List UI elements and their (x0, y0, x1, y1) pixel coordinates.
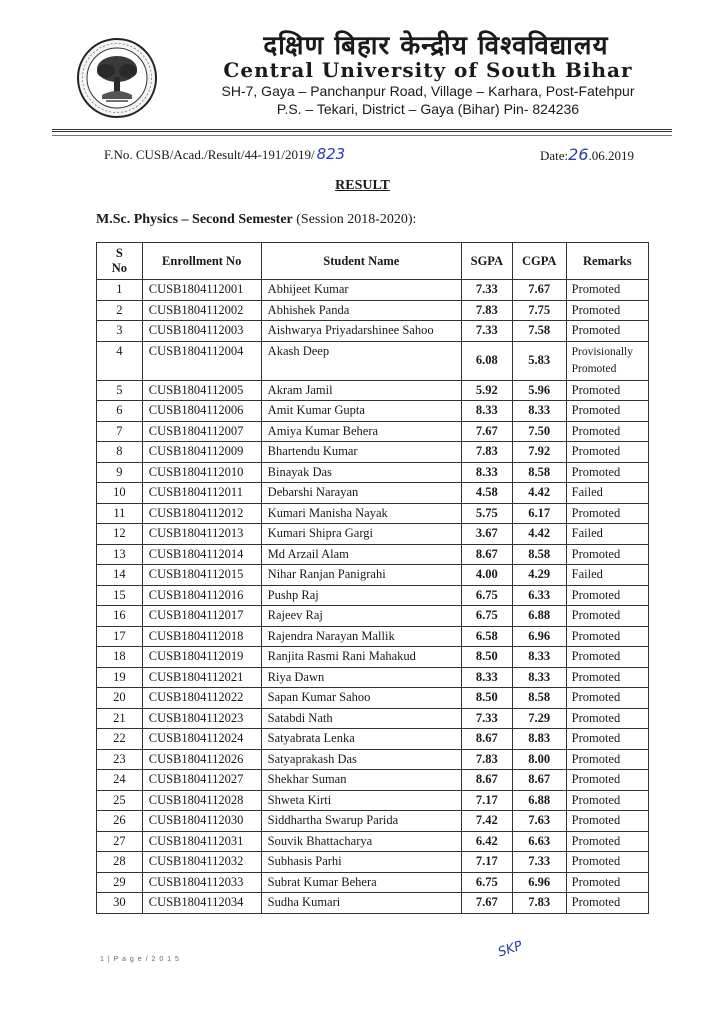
cell-sno: 20 (97, 688, 143, 709)
table-header-row (97, 243, 649, 280)
cell-student-name: Md Arzail Alam (261, 544, 461, 565)
cell-student-name: Kumari Manisha Nayak (261, 503, 461, 524)
cell-cgpa: 7.63 (512, 811, 566, 832)
table-row (97, 606, 649, 627)
table-row (97, 380, 649, 401)
header-divider-thin (52, 135, 672, 136)
cell-sgpa: 6.58 (461, 626, 512, 647)
address-line-1: SH-7, Gaya – Panchanpur Road, Village – Karhara, Post-Fatehpur (221, 83, 635, 99)
cell-student-name: Nihar Ranjan Panigrahi (261, 565, 461, 586)
cell-enrollment: CUSB1804112022 (142, 688, 261, 709)
cell-student-name: Sapan Kumar Sahoo (261, 688, 461, 709)
cell-sgpa: 7.17 (461, 790, 512, 811)
cell-remarks: Promoted (566, 872, 648, 893)
cell-enrollment: CUSB1804112007 (142, 421, 261, 442)
cell-sno: 5 (97, 380, 143, 401)
cell-cgpa: 8.00 (512, 749, 566, 770)
cell-sgpa: 8.67 (461, 544, 512, 565)
cell-sgpa: 6.08 (461, 341, 512, 380)
cell-student-name: Rajendra Narayan Mallik (261, 626, 461, 647)
cell-student-name: Subhasis Parhi (261, 852, 461, 873)
cell-enrollment: CUSB1804112033 (142, 872, 261, 893)
cell-student-name: Akash Deep (261, 341, 461, 380)
cell-cgpa: 8.33 (512, 667, 566, 688)
cell-remarks: Promoted (566, 300, 648, 321)
table-row (97, 442, 649, 463)
cell-enrollment: CUSB1804112034 (142, 893, 261, 914)
cell-student-name: Amit Kumar Gupta (261, 401, 461, 422)
cell-sno: 21 (97, 708, 143, 729)
cell-student-name: Akram Jamil (261, 380, 461, 401)
cell-cgpa: 6.96 (512, 626, 566, 647)
cell-remarks: Promoted (566, 893, 648, 914)
cell-sno: 27 (97, 831, 143, 852)
cell-enrollment: CUSB1804112017 (142, 606, 261, 627)
cell-enrollment: CUSB1804112009 (142, 442, 261, 463)
table-row (97, 729, 649, 750)
cell-sgpa: 7.67 (461, 421, 512, 442)
handwritten-initials: SKP (496, 938, 525, 961)
cell-sno: 4 (97, 341, 143, 380)
cell-sgpa: 8.33 (461, 667, 512, 688)
table-row (97, 341, 649, 380)
cell-cgpa: 7.29 (512, 708, 566, 729)
cell-sgpa: 7.33 (461, 321, 512, 342)
cell-sno: 16 (97, 606, 143, 627)
cell-sgpa: 6.75 (461, 872, 512, 893)
table-row (97, 626, 649, 647)
cell-remarks: Promoted (566, 811, 648, 832)
file-number-printed: F.No. CUSB/Acad./Result/44-191/2019/ (104, 147, 315, 162)
header-sgpa: SGPA (461, 243, 512, 280)
cell-enrollment: CUSB1804112001 (142, 280, 261, 301)
university-name-hindi: दक्षिण बिहार केन्द्रीय विश्वविद्यालय (263, 31, 609, 61)
cell-sno: 1 (97, 280, 143, 301)
cell-remarks: Failed (566, 524, 648, 545)
cell-student-name: Pushp Raj (261, 585, 461, 606)
cell-cgpa: 4.42 (512, 524, 566, 545)
header-sno: S No (97, 243, 143, 280)
cell-sgpa: 6.42 (461, 831, 512, 852)
table-row (97, 852, 649, 873)
cell-sgpa: 8.67 (461, 770, 512, 791)
cell-enrollment: CUSB1804112023 (142, 708, 261, 729)
header-enrollment: Enrollment No (142, 243, 261, 280)
cell-remarks: Promoted (566, 544, 648, 565)
cell-cgpa: 8.83 (512, 729, 566, 750)
table-row (97, 300, 649, 321)
cell-cgpa: 7.67 (512, 280, 566, 301)
cell-enrollment: CUSB1804112005 (142, 380, 261, 401)
table-row (97, 790, 649, 811)
cell-cgpa: 7.75 (512, 300, 566, 321)
cell-cgpa: 8.33 (512, 401, 566, 422)
cell-sgpa: 7.33 (461, 280, 512, 301)
cell-remarks: Failed (566, 565, 648, 586)
table-row (97, 749, 649, 770)
cell-enrollment: CUSB1804112010 (142, 462, 261, 483)
cell-enrollment: CUSB1804112011 (142, 483, 261, 504)
cell-cgpa: 7.83 (512, 893, 566, 914)
table-row (97, 831, 649, 852)
table-row (97, 401, 649, 422)
cell-enrollment: CUSB1804112006 (142, 401, 261, 422)
cell-cgpa: 6.88 (512, 606, 566, 627)
cell-enrollment: CUSB1804112018 (142, 626, 261, 647)
cell-remarks: Promoted (566, 770, 648, 791)
cell-cgpa: 6.63 (512, 831, 566, 852)
cell-enrollment: CUSB1804112031 (142, 831, 261, 852)
cell-enrollment: CUSB1804112003 (142, 321, 261, 342)
cell-enrollment: CUSB1804112015 (142, 565, 261, 586)
header-remarks: Remarks (566, 243, 648, 280)
cell-remarks: Promoted (566, 852, 648, 873)
cell-remarks: Promoted (566, 280, 648, 301)
cell-enrollment: CUSB1804112021 (142, 667, 261, 688)
cell-cgpa: 7.58 (512, 321, 566, 342)
cell-remarks: Promoted (566, 503, 648, 524)
cell-sno: 12 (97, 524, 143, 545)
cell-remarks: Promoted (566, 380, 648, 401)
cell-student-name: Amiya Kumar Behera (261, 421, 461, 442)
cell-sgpa: 8.67 (461, 729, 512, 750)
cell-remarks: Promoted (566, 790, 648, 811)
date-printed-rest: .06.2019 (588, 148, 635, 163)
cell-student-name: Debarshi Narayan (261, 483, 461, 504)
cell-sno: 9 (97, 462, 143, 483)
cell-sno: 23 (97, 749, 143, 770)
cell-student-name: Sudha Kumari (261, 893, 461, 914)
cell-enrollment: CUSB1804112030 (142, 811, 261, 832)
table-row (97, 585, 649, 606)
cell-enrollment: CUSB1804112026 (142, 749, 261, 770)
date-handwritten-day: 26 (568, 145, 589, 164)
cell-enrollment: CUSB1804112002 (142, 300, 261, 321)
table-row (97, 544, 649, 565)
cell-remarks: Promoted (566, 421, 648, 442)
cell-remarks: Promoted (566, 688, 648, 709)
cell-cgpa: 7.50 (512, 421, 566, 442)
cell-sno: 15 (97, 585, 143, 606)
cell-remarks: Promoted (566, 667, 648, 688)
cell-remarks: Promoted (566, 606, 648, 627)
cell-sno: 18 (97, 647, 143, 668)
table-row (97, 667, 649, 688)
page-number: 1 | P a g e / 2 0 1 5 (100, 956, 180, 963)
cell-sno: 26 (97, 811, 143, 832)
table-row (97, 708, 649, 729)
cell-cgpa: 8.67 (512, 770, 566, 791)
results-table (96, 242, 649, 914)
cell-cgpa: 5.96 (512, 380, 566, 401)
table-row (97, 503, 649, 524)
cell-sno: 25 (97, 790, 143, 811)
cell-sgpa: 3.67 (461, 524, 512, 545)
cell-enrollment: CUSB1804112027 (142, 770, 261, 791)
cell-sno: 29 (97, 872, 143, 893)
cell-cgpa: 8.33 (512, 647, 566, 668)
table-row (97, 647, 649, 668)
cell-enrollment: CUSB1804112004 (142, 341, 261, 380)
cell-student-name: Satabdi Nath (261, 708, 461, 729)
cell-sno: 30 (97, 893, 143, 914)
cell-student-name: Ranjita Rasmi Rani Mahakud (261, 647, 461, 668)
date-label: Date: (540, 148, 569, 163)
cell-sno: 7 (97, 421, 143, 442)
cell-sgpa: 7.33 (461, 708, 512, 729)
cell-student-name: Souvik Bhattacharya (261, 831, 461, 852)
table-row (97, 770, 649, 791)
table-row (97, 893, 649, 914)
cell-student-name: Shweta Kirti (261, 790, 461, 811)
cell-sgpa: 6.75 (461, 585, 512, 606)
table-row (97, 462, 649, 483)
address-line-2: P.S. – Tekari, District – Gaya (Bihar) Pin- 824236 (276, 101, 580, 117)
issue-date (540, 145, 634, 164)
cell-sgpa: 7.42 (461, 811, 512, 832)
cell-sgpa: 8.50 (461, 688, 512, 709)
cell-remarks: Promoted (566, 462, 648, 483)
cell-student-name: Abhijeet Kumar (261, 280, 461, 301)
cell-student-name: Rajeev Raj (261, 606, 461, 627)
table-row (97, 321, 649, 342)
cell-sno: 13 (97, 544, 143, 565)
document-title: RESULT (335, 178, 390, 193)
cell-enrollment: CUSB1804112032 (142, 852, 261, 873)
cell-sno: 3 (97, 321, 143, 342)
cell-sno: 2 (97, 300, 143, 321)
cell-remarks: Promoted (566, 749, 648, 770)
cell-remarks: Promoted (566, 708, 648, 729)
cell-student-name: Binayak Das (261, 462, 461, 483)
cell-enrollment: CUSB1804112028 (142, 790, 261, 811)
cell-remarks: Promoted (566, 401, 648, 422)
cell-sno: 17 (97, 626, 143, 647)
cell-remarks: Promoted (566, 647, 648, 668)
university-name-english: Central University of South Bihar (223, 58, 633, 82)
cell-cgpa: 5.83 (512, 341, 566, 380)
cell-student-name: Abhishek Panda (261, 300, 461, 321)
table-row (97, 280, 649, 301)
cell-student-name: Bhartendu Kumar (261, 442, 461, 463)
cell-cgpa: 6.88 (512, 790, 566, 811)
cell-sno: 6 (97, 401, 143, 422)
cell-enrollment: CUSB1804112019 (142, 647, 261, 668)
cell-student-name: Satyabrata Lenka (261, 729, 461, 750)
course-heading (96, 212, 416, 228)
cell-sgpa: 7.83 (461, 300, 512, 321)
cell-cgpa: 6.17 (512, 503, 566, 524)
file-number-handwritten: 823 (316, 145, 346, 163)
table-row (97, 483, 649, 504)
cell-sgpa: 7.67 (461, 893, 512, 914)
cell-sgpa: 7.83 (461, 749, 512, 770)
cell-cgpa: 7.92 (512, 442, 566, 463)
cell-sno: 24 (97, 770, 143, 791)
cell-cgpa: 7.33 (512, 852, 566, 873)
cell-remarks: Promoted (566, 442, 648, 463)
cell-sgpa: 6.75 (461, 606, 512, 627)
cell-sno: 14 (97, 565, 143, 586)
cell-sgpa: 5.92 (461, 380, 512, 401)
course-session: (Session 2018-2020): (292, 212, 417, 227)
cell-student-name: Siddhartha Swarup Parida (261, 811, 461, 832)
cell-sno: 28 (97, 852, 143, 873)
header-divider (52, 129, 672, 132)
cell-sgpa: 8.50 (461, 647, 512, 668)
cell-cgpa: 4.42 (512, 483, 566, 504)
cell-sno: 11 (97, 503, 143, 524)
cell-student-name: Subrat Kumar Behera (261, 872, 461, 893)
cell-cgpa: 8.58 (512, 544, 566, 565)
cell-student-name: Aishwarya Priyadarshinee Sahoo (261, 321, 461, 342)
cell-sgpa: 4.58 (461, 483, 512, 504)
cell-cgpa: 4.29 (512, 565, 566, 586)
header-student-name: Student Name (261, 243, 461, 280)
cell-remarks: Promoted (566, 729, 648, 750)
cell-remarks: Promoted (566, 321, 648, 342)
cell-sgpa: 7.17 (461, 852, 512, 873)
table-row (97, 565, 649, 586)
course-name: M.Sc. Physics – Second Semester (96, 212, 293, 227)
table-row (97, 421, 649, 442)
cell-student-name: Shekhar Suman (261, 770, 461, 791)
cell-sgpa: 8.33 (461, 462, 512, 483)
university-seal-icon (76, 37, 158, 119)
cell-enrollment: CUSB1804112012 (142, 503, 261, 524)
cell-sgpa: 8.33 (461, 401, 512, 422)
cell-remarks: Failed (566, 483, 648, 504)
header-cgpa: CGPA (512, 243, 566, 280)
cell-remarks: Promoted (566, 626, 648, 647)
cell-cgpa: 6.33 (512, 585, 566, 606)
cell-remarks: Provisionally Promoted (566, 341, 648, 380)
cell-sno: 10 (97, 483, 143, 504)
cell-remarks: Promoted (566, 831, 648, 852)
cell-sgpa: 4.00 (461, 565, 512, 586)
cell-student-name: Riya Dawn (261, 667, 461, 688)
cell-remarks: Promoted (566, 585, 648, 606)
cell-cgpa: 6.96 (512, 872, 566, 893)
cell-sgpa: 5.75 (461, 503, 512, 524)
cell-enrollment: CUSB1804112013 (142, 524, 261, 545)
cell-sno: 19 (97, 667, 143, 688)
cell-cgpa: 8.58 (512, 462, 566, 483)
cell-sgpa: 7.83 (461, 442, 512, 463)
table-row (97, 872, 649, 893)
cell-cgpa: 8.58 (512, 688, 566, 709)
cell-enrollment: CUSB1804112016 (142, 585, 261, 606)
cell-sno: 22 (97, 729, 143, 750)
cell-enrollment: CUSB1804112024 (142, 729, 261, 750)
file-number (104, 145, 345, 163)
cell-student-name: Satyaprakash Das (261, 749, 461, 770)
cell-student-name: Kumari Shipra Gargi (261, 524, 461, 545)
table-row (97, 811, 649, 832)
cell-sno: 8 (97, 442, 143, 463)
table-row (97, 688, 649, 709)
cell-enrollment: CUSB1804112014 (142, 544, 261, 565)
table-row (97, 524, 649, 545)
